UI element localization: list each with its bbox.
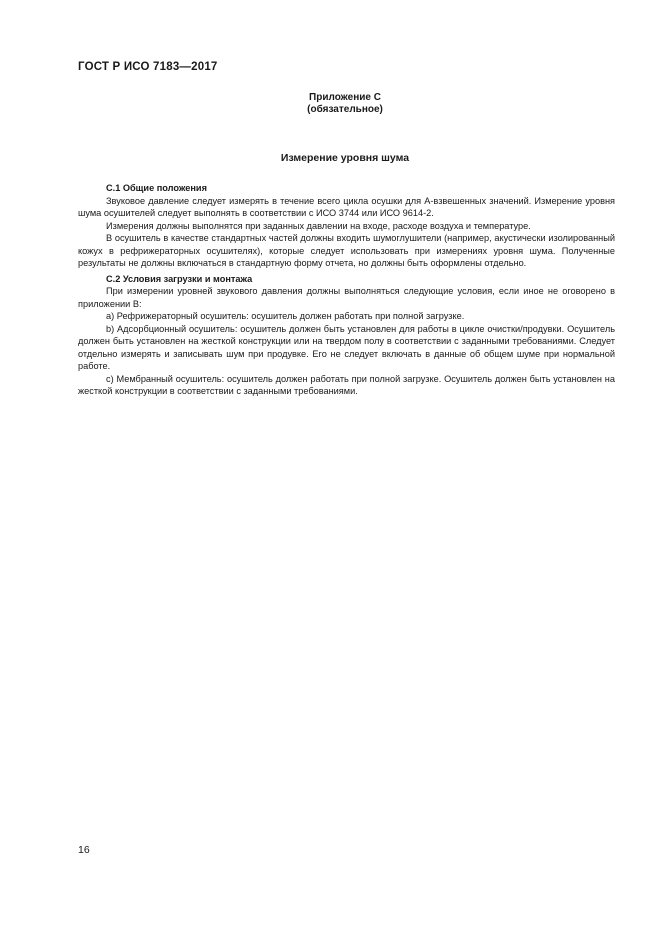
paragraph: Звуковое давление следует измерять в течение всего цикла осушки для А-взвешенных значений. Измерение уровня шума осушителей следует выполнять в соответствии с ИСО 3744 или ИСО 9614-2. — [78, 195, 615, 218]
list-item: b) Адсорбционный осушитель: осушитель должен быть установлен для работы в цикле очистки/продувки. Осушитель должен быть установлен на жесткой конструкции или на твердом полу в соответствии с заданными требованиями. Следует отдельно измерять и записывать шум при продувке. Его не следует включать в данные об общем шуме при нормальной работе. — [78, 323, 615, 371]
list-item: а) Рефрижераторный осушитель: осушитель должен работать при полной загрузке. — [106, 311, 465, 321]
page-number: 16 — [78, 844, 90, 856]
paragraph: При измерении уровней звукового давления должны выполняться следующие условия, если иное не оговорено в приложении В: — [78, 286, 615, 309]
annex-title: Приложение С — [309, 92, 381, 103]
annex-status: (обязательное) — [307, 104, 383, 115]
paragraph: Измерения должны выполнятся при заданных давлении на входе, расходе воздуха и температуре. — [106, 220, 531, 231]
annex-heading — [90, 92, 600, 116]
document-title: Измерение уровня шума — [280, 152, 410, 164]
paragraph: В осушитель в качестве стандартных частей должны входить шумоглушители (например, акустически изолированный кожух в рефрижераторных осушителях), которые следует использовать при измерениях уровня шума. Полученные результаты не должны включаться в стандартную форму отчета, но должны быть оформлены отдельно. — [78, 233, 615, 268]
standard-header: ГОСТ Р ИСО 7183—2017 — [78, 61, 218, 73]
section-heading: С.2 Условия загрузки и монтажа — [106, 273, 253, 284]
list-item: с) Мембранный осушитель: осушитель должен работать при полной загрузке. Осушитель должен быть установлен на жесткой конструкции в соответствии с заданными требованиями. — [78, 373, 615, 396]
section-heading: С.1 Общие положения — [106, 183, 207, 193]
document-body — [78, 182, 615, 398]
